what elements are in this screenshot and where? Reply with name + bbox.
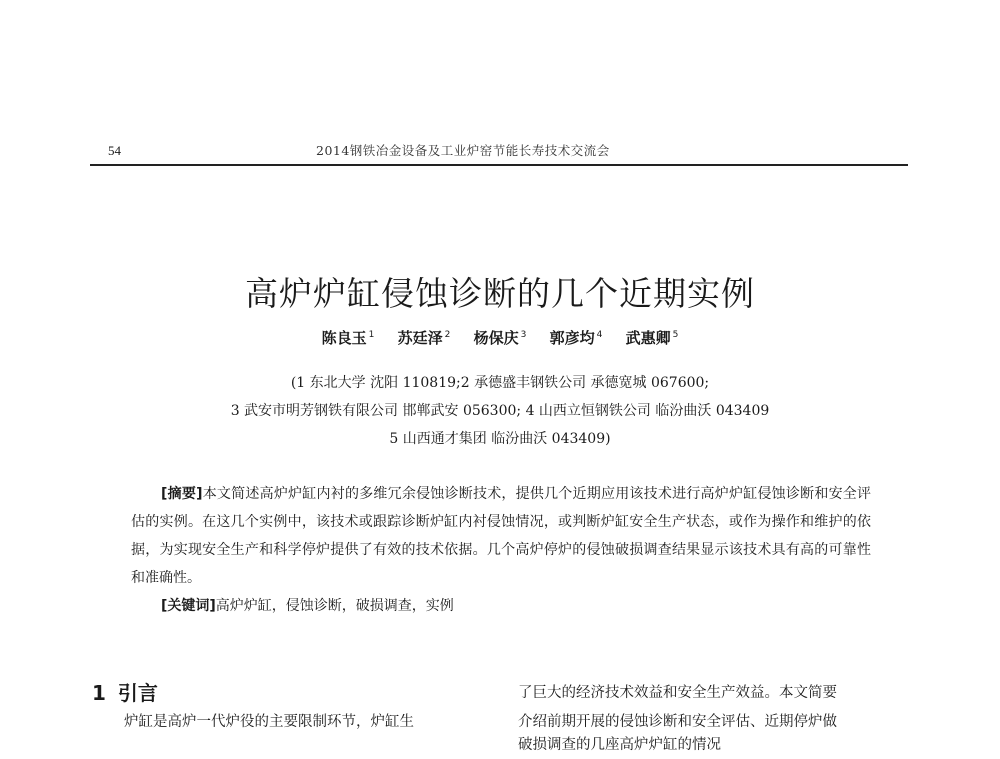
abstract — [131, 480, 871, 592]
abstract-text: 本文简述高炉炉缸内衬的多维冗余侵蚀诊断技术，提供几个近期应用该技术进行高炉炉缸侵蚀诊断和安全评估的实例。在这几个实例中，该技术或跟踪诊断炉缸内衬侵蚀情况，或判断炉缸安全生产状态，或作为操作和维护的依据，为实现安全生产和科学停炉提供了有效的技术依据。几个高炉停炉的侵蚀破损调查结果显示该技术具有高的可靠性和准确性。 — [131, 486, 872, 586]
body-text-right: 了巨大的经济技术效益和安全生产效益。本文简要 — [518, 685, 837, 701]
author: 武惠卿 $^5$ — [625, 329, 679, 347]
section-number: 1 — [92, 681, 106, 705]
abstract-label: [摘要] — [161, 486, 203, 502]
body-text-right: 破损调查的几座高炉炉缸的情况 — [518, 737, 721, 753]
author-list — [0, 327, 1000, 348]
author: 苏廷泽 $^2$ — [397, 329, 451, 347]
running-header: 2014钢铁冶金设备及工业炉窑节能长寿技术交流会 — [316, 143, 610, 158]
author: 郭彦均 $^4$ — [549, 329, 603, 347]
author: 陈良玉 $^1$ — [321, 329, 375, 347]
section-title: 引言 — [117, 681, 158, 705]
page-number: 54 — [108, 143, 121, 158]
keywords-label: [关键词] — [161, 598, 216, 614]
author: 杨保庆 $^3$ — [473, 329, 527, 347]
header-rule — [90, 164, 908, 166]
affiliation-line: 5 山西通才集团 临汾曲沃 043409) — [389, 431, 611, 447]
body-text-left: 炉缸是高炉一代炉役的主要限制环节，炉缸生 — [124, 714, 414, 730]
section-heading — [92, 677, 158, 706]
paper-title: 高炉炉缸侵蚀诊断的几个近期实例 — [245, 274, 755, 313]
body-text-right: 介绍前期开展的侵蚀诊断和安全评估、近期停炉做 — [518, 714, 837, 730]
affiliation-line: (1 东北大学 沈阳 110819;2 承德盛丰钢铁公司 承德宽城 067600; — [290, 375, 710, 391]
keywords-text: 高炉炉缸，侵蚀诊断，破损调查，实例 — [215, 598, 454, 614]
keywords — [131, 592, 871, 620]
affiliation-line: 3 武安市明芳钢铁有限公司 邯郸武安 056300; 4 山西立恒钢铁公司 临汾曲沃 043409 — [230, 403, 770, 419]
